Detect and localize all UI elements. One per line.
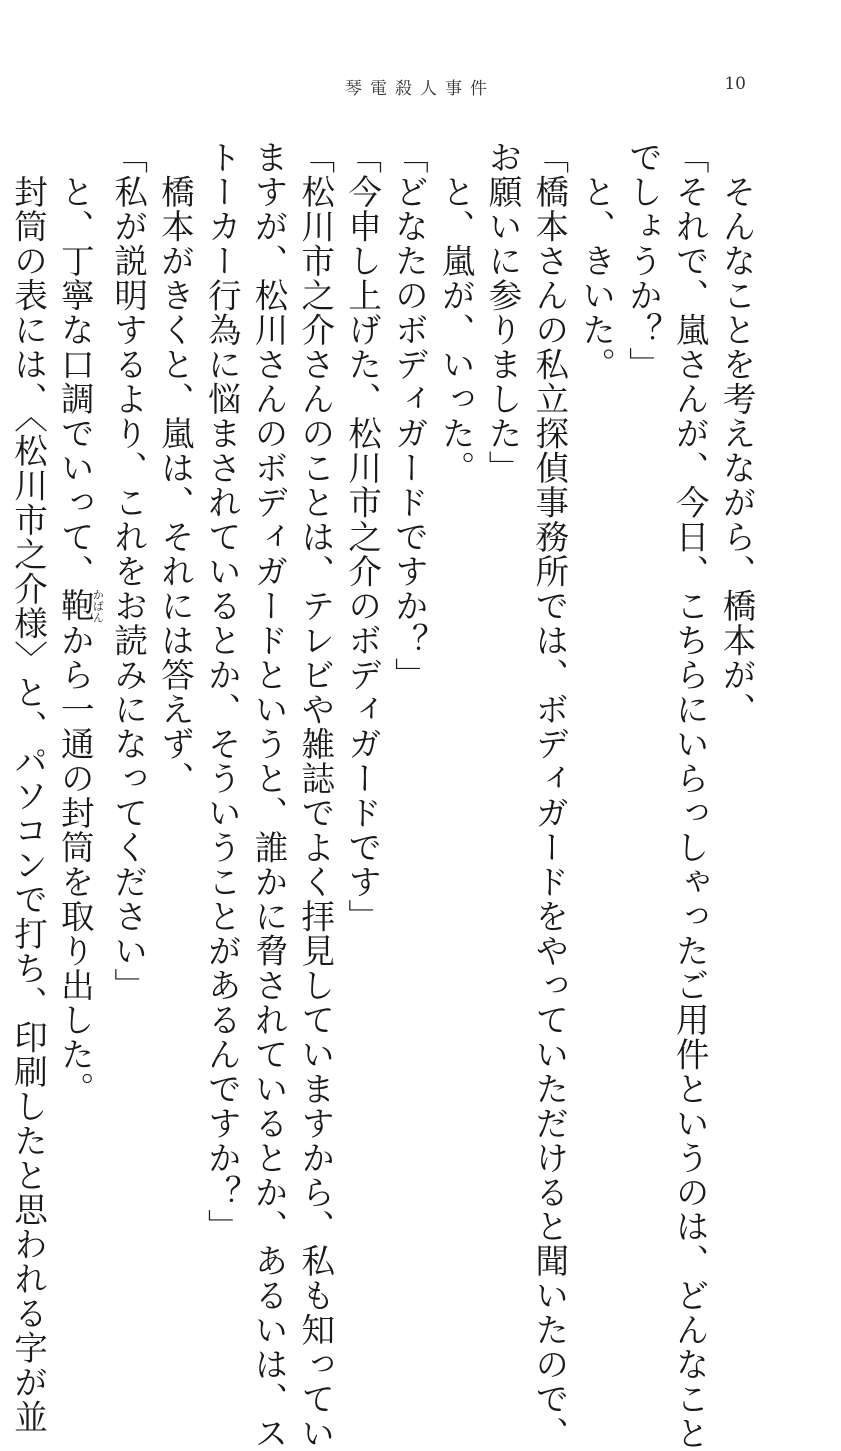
text-segment: から一通の封筒を取り出した。 xyxy=(55,622,95,1106)
text-line: 「それで、嵐さんが、今日、こちらにいらっしゃったご用件というのは、どんなこと xyxy=(670,140,710,1451)
text-line: と、嵐が、いった。 xyxy=(436,140,476,485)
text-line: 封筒の表には、〈松川市之介様〉と、パソコンで打ち、印刷したと思われる字が並 xyxy=(8,140,48,1434)
text-line: お願いに参りました」 xyxy=(483,140,523,485)
text-line: トーカー行為に悩まされているとか、そういうことがあるんですか？」 xyxy=(202,140,242,1244)
text-line: 「橋本さんの私立探偵事務所では、ボディガードをやっていただけると聞いたので、 xyxy=(529,140,569,1451)
ruby-reading: かばん xyxy=(91,588,105,623)
text-line: そんなことを考えながら、橋本が、 xyxy=(717,140,756,727)
text-line: 橋本がきくと、嵐は、それには答えず、 xyxy=(155,140,195,796)
page-number: 10 xyxy=(724,74,746,94)
ruby-annotation xyxy=(55,588,105,623)
text-segment: と、丁寧な口調でいって、 xyxy=(55,140,95,589)
running-header-title: 琴電殺人事件 xyxy=(345,79,495,99)
text-line: 「今申し上げた、松川市之介のボディガードです」 xyxy=(342,140,382,934)
text-line: と、きいた。 xyxy=(576,140,616,382)
text-line-with-ruby xyxy=(51,140,104,1115)
text-line: ますが、松川さんのボディガードというと、誰かに脅されているとか、あるいは、ス xyxy=(249,140,289,1451)
ruby-base: 鞄 xyxy=(55,588,95,623)
text-line: 「どなたのボディガードですか？」 xyxy=(389,140,429,692)
text-line: でしょうか？」 xyxy=(623,140,663,382)
vertical-body-text xyxy=(4,140,759,1451)
text-line: 「私が説明するより、これをお読みになってください」 xyxy=(108,140,148,1003)
text-line: 「松川市之介さんのことは、テレビや雑誌でよく拝見していますから、私も知ってい xyxy=(295,140,335,1451)
